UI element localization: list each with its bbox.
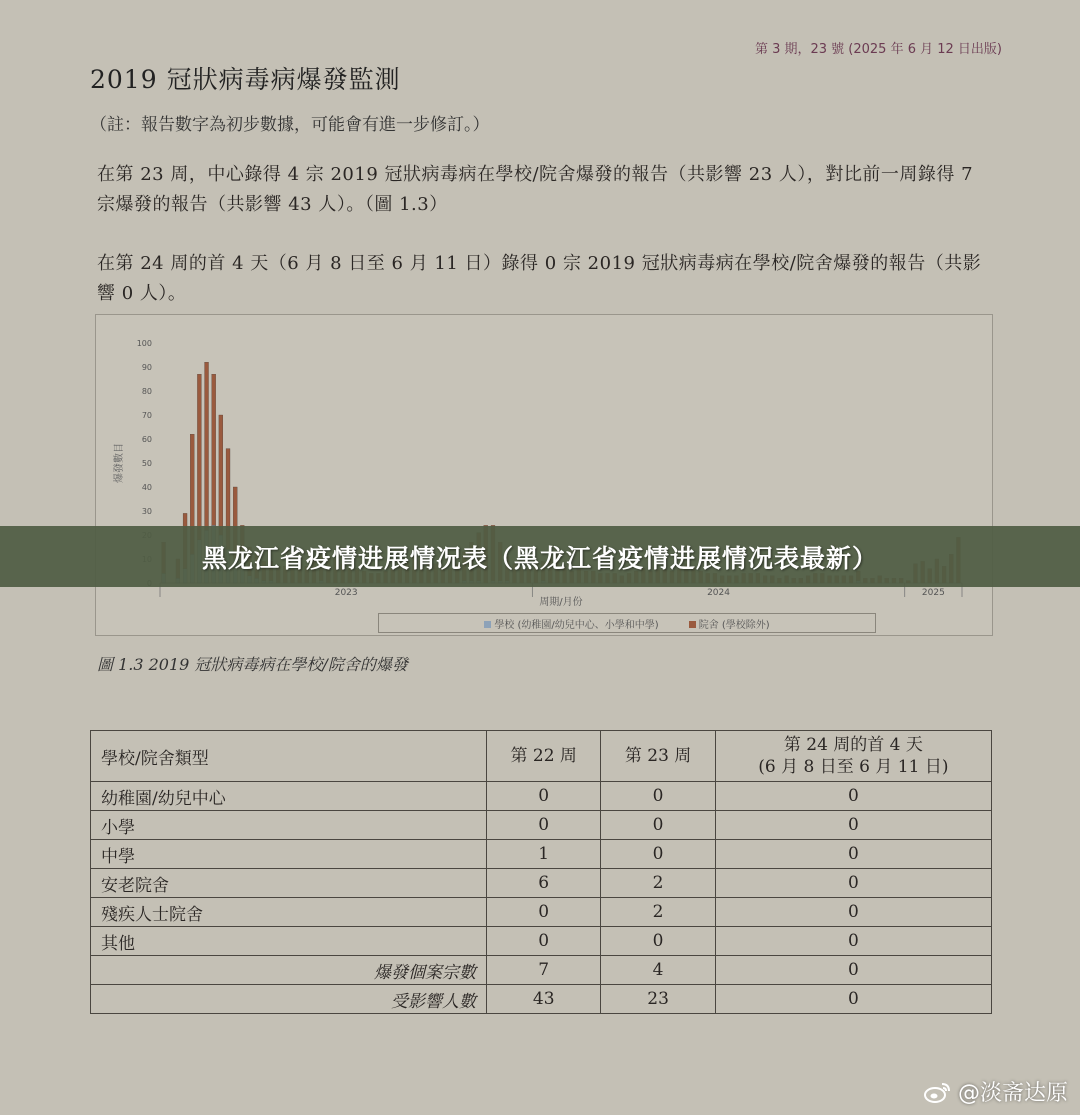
data-note: （註：報告數字為初步數據，可能會有進一步修訂。） <box>90 115 490 135</box>
bar-rches <box>205 362 209 530</box>
table-row <box>91 782 992 811</box>
chart-canvas <box>96 315 992 635</box>
paragraph-week24: 在第 24 周的首 4 天（6 月 8 日至 6 月 11 日）錄得 0 宗 2019 冠狀病毒病在學校/院舍爆發的報告（共影響 0 人）。 <box>97 253 982 304</box>
table-row <box>91 898 992 927</box>
page-title: 2019 冠狀病毒病爆發監測 <box>90 65 401 94</box>
header-week24 <box>715 731 991 782</box>
row-count-cell: 2 <box>601 898 715 927</box>
legend-item-rches <box>689 616 770 631</box>
bar-rches <box>212 374 216 525</box>
row-count-cell: 0 <box>715 811 991 840</box>
legend-label-rches: 院舍 (學校除外) <box>698 619 770 631</box>
table-row <box>91 811 992 840</box>
weibo-watermark <box>924 1076 1068 1107</box>
row-type-cell: 其他 <box>91 927 487 956</box>
legend-swatch-schools <box>484 621 491 628</box>
chart-legend <box>378 613 876 633</box>
y-tick-label: 30 <box>141 507 152 516</box>
row-count-cell: 0 <box>487 927 601 956</box>
x-year-label: 2023 <box>334 588 358 598</box>
y-tick-label: 50 <box>141 459 152 468</box>
total-count-cell: 0 <box>715 956 991 985</box>
total-count-cell: 4 <box>601 956 715 985</box>
y-tick-label: 80 <box>141 387 152 396</box>
table-row <box>91 869 992 898</box>
chart-caption: 圖 1.3 2019 冠狀病毒病在學校/院舍的爆發 <box>97 655 408 674</box>
row-count-cell: 0 <box>715 869 991 898</box>
table-row <box>91 927 992 956</box>
header-week24-line1: 第 24 周的首 4 天 <box>783 735 923 755</box>
weibo-icon <box>924 1081 952 1103</box>
legend-item-schools <box>484 616 658 631</box>
header-week24-line2: (6 月 8 日至 6 月 11 日) <box>758 757 949 777</box>
y-tick-label: 90 <box>141 363 152 372</box>
total-label-cell: 受影響人數 <box>91 985 487 1014</box>
row-count-cell: 0 <box>601 927 715 956</box>
header-week22: 第 22 周 <box>487 731 601 782</box>
row-count-cell: 0 <box>601 811 715 840</box>
row-count-cell: 1 <box>487 840 601 869</box>
row-count-cell: 0 <box>715 898 991 927</box>
y-axis-label: 爆發數目 <box>114 443 125 483</box>
total-label-cell: 爆發個案宗數 <box>91 956 487 985</box>
row-count-cell: 0 <box>715 927 991 956</box>
table-total-row <box>91 956 992 985</box>
y-tick-label: 100 <box>136 339 152 348</box>
bar-rches <box>197 374 201 540</box>
row-count-cell: 2 <box>601 869 715 898</box>
row-type-cell: 小學 <box>91 811 487 840</box>
y-tick-label: 60 <box>141 435 152 444</box>
row-count-cell: 0 <box>487 782 601 811</box>
row-count-cell: 6 <box>487 869 601 898</box>
x-year-label: 2024 <box>707 588 730 598</box>
row-count-cell: 0 <box>601 840 715 869</box>
row-count-cell: 0 <box>601 782 715 811</box>
row-count-cell: 0 <box>487 898 601 927</box>
table-header-row <box>91 731 992 782</box>
x-axis-label: 周期/月份 <box>539 597 583 608</box>
outbreak-table <box>90 730 992 1014</box>
table-row <box>91 840 992 869</box>
total-count-cell: 0 <box>715 985 991 1014</box>
issue-info: 第 3 期，23 號 (2025 年 6 月 12 日出版) <box>754 42 1002 57</box>
bar-rches <box>219 415 223 535</box>
header-week23: 第 23 周 <box>601 731 715 782</box>
row-count-cell: 0 <box>715 840 991 869</box>
watermark-text: @淡斋达原 <box>957 1081 1068 1106</box>
total-count-cell: 7 <box>487 956 601 985</box>
legend-label-schools: 學校 (幼稚園/幼兒中心、小學和中學) <box>494 619 659 631</box>
row-count-cell: 0 <box>715 782 991 811</box>
row-type-cell: 中學 <box>91 840 487 869</box>
row-type-cell: 安老院舍 <box>91 869 487 898</box>
outbreak-chart <box>95 314 993 636</box>
paragraph-week23: 在第 23 周，中心錄得 4 宗 2019 冠狀病毒病在學校/院舍爆發的報告（共影響 23 人），對比前一周錄得 7 宗爆發的報告（共影響 43 人）。（圖 1.3） <box>97 164 974 215</box>
header-type: 學校/院舍類型 <box>91 731 487 782</box>
total-count-cell: 23 <box>601 985 715 1014</box>
total-count-cell: 43 <box>487 985 601 1014</box>
y-tick-label: 70 <box>141 411 152 420</box>
table-total-row <box>91 985 992 1014</box>
x-year-label: 2025 <box>921 588 945 598</box>
row-type-cell: 幼稚園/幼兒中心 <box>91 782 487 811</box>
overlay-banner: 黑龙江省疫情进展情况表（黑龙江省疫情进展情况表最新） <box>0 526 1080 587</box>
row-count-cell: 0 <box>487 811 601 840</box>
row-type-cell: 殘疾人士院舍 <box>91 898 487 927</box>
legend-swatch-rches <box>689 621 696 628</box>
y-tick-label: 40 <box>141 483 152 492</box>
